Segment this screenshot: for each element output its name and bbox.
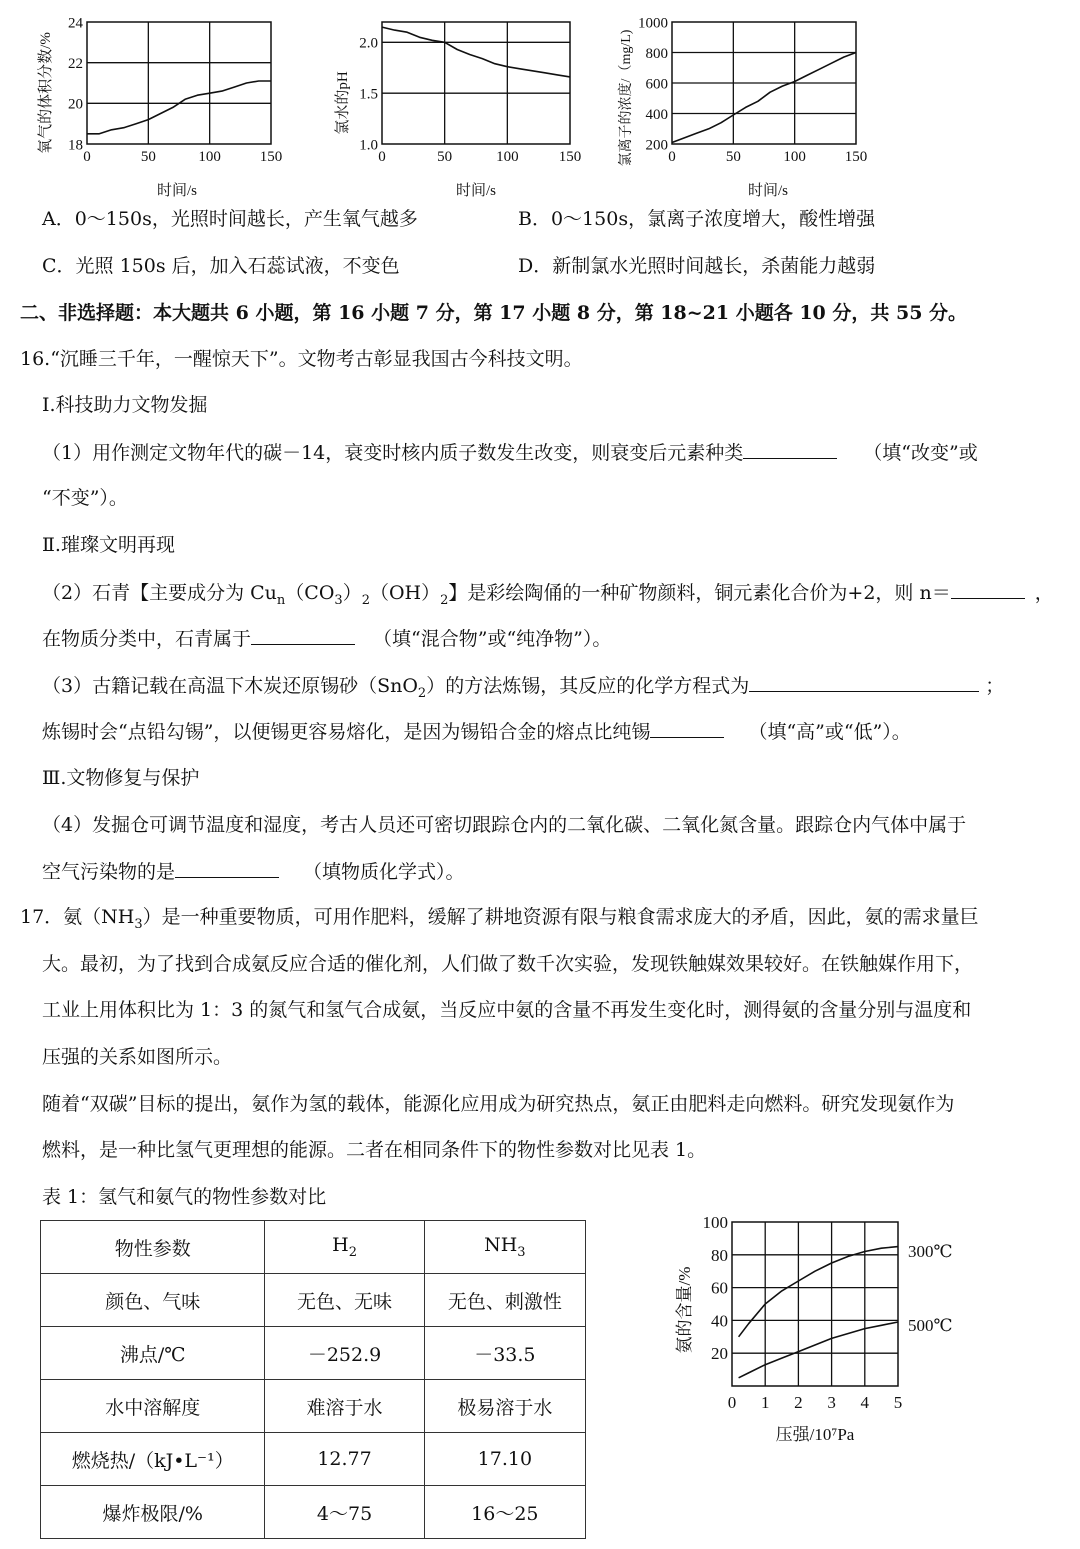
chart-ammonia-ylabel: 氨的含量/%: [675, 1266, 694, 1354]
table-cell: 爆炸极限/%: [41, 1486, 265, 1539]
q17-line1: [20, 905, 979, 937]
y-tick-label: 22: [68, 55, 83, 72]
q17-text1: 17．氨（NH: [20, 906, 135, 928]
series-line-0: [739, 1247, 898, 1337]
q16-2-text6: 在物质分类中，石青属于: [42, 628, 252, 650]
option-d: D．新制氯水光照时间越长，杀菌能力越弱: [518, 255, 876, 277]
series-label-300: 300℃: [908, 1242, 953, 1261]
x-tick-label: 4: [860, 1393, 870, 1412]
property-table: [40, 1220, 586, 1539]
q16-4-line2: [42, 859, 465, 884]
chart-ph: [330, 8, 590, 203]
table-header-param: 物性参数: [41, 1221, 265, 1274]
y-tick-label: 200: [645, 137, 668, 154]
y-tick-label: 60: [711, 1278, 728, 1298]
q16-3-text3: 炼锡时会“点铅勾锡”，以便锡更容易熔化，是因为锡铅合金的熔点比纯锡: [42, 721, 651, 743]
table-cell: 12.77: [265, 1433, 424, 1486]
table-caption: 表 1：氢气和氨气的物性参数对比: [42, 1186, 327, 1208]
y-tick-label: 800: [645, 45, 668, 62]
q16-4-hint: （填物质化学式）。: [303, 861, 465, 883]
h2-sub: 2: [348, 1244, 357, 1260]
q16-2-sub-n: n: [276, 592, 286, 608]
q17-line4: 压强的关系如图所示。: [42, 1046, 233, 1068]
chart-ammonia: [660, 1205, 980, 1455]
q16-part2-heading: Ⅱ.璀璨文明再现: [42, 534, 175, 556]
table-cell: 极易溶于水: [424, 1380, 585, 1433]
y-tick-label: 20: [68, 96, 83, 113]
x-tick-label: 150: [259, 149, 283, 165]
q16-2-text1: （2）石青【主要成分为 Cu: [42, 582, 277, 604]
q16-4-line1: （4）发掘仓可调节温度和湿度，考古人员还可密切跟踪仓内的二氧化碳、二氧化氮含量。跟踪仓内气体中属于: [42, 814, 967, 836]
q16-2-line1: [42, 580, 1054, 613]
q16-3-line1: [42, 673, 1004, 706]
q16-1-hint: （填“改变”或: [863, 442, 978, 464]
answer-blank-3[interactable]: [251, 626, 355, 645]
y-tick-label: 1.0: [359, 137, 378, 154]
chart-ammonia-xlabel: 压强/10⁷Pa: [775, 1425, 855, 1444]
q16-2-hint: （填“混合物”或“纯净物”）。: [373, 628, 612, 650]
y-tick-label: 24: [68, 15, 83, 32]
table-header-nh3: [424, 1221, 585, 1274]
y-tick-label: 20: [711, 1344, 728, 1364]
table-cell: 4～75: [265, 1486, 424, 1539]
nh3-sub: 3: [517, 1244, 526, 1260]
x-tick-label: 150: [558, 149, 582, 165]
series-label-500: 500℃: [908, 1316, 953, 1335]
table-cell: 水中溶解度: [41, 1380, 265, 1433]
q16-1-line2: “不变”）。: [42, 487, 128, 509]
table-cell: 无色、刺激性: [424, 1274, 585, 1327]
q16-2-sub-2a: 2: [361, 592, 370, 608]
chart-chloride: [610, 8, 880, 203]
x-tick-label: 1: [760, 1393, 770, 1412]
q16-2-text4: （OH）: [369, 582, 441, 604]
y-tick-label: 600: [645, 76, 668, 93]
q17-sub-3: 3: [134, 916, 143, 932]
section-heading: 二、非选择题：本大题共 6 小题，第 16 小题 7 分，第 17 小题 8 分，第 18~21 小题各 10 分，共 55 分。: [20, 302, 968, 324]
series-line-0: [672, 53, 856, 143]
option-c: C．光照 150s 后，加入石蕊试液，不变色: [42, 255, 400, 277]
table-row: [41, 1486, 586, 1539]
table-cell: 无色、无味: [265, 1274, 424, 1327]
x-tick-label: 0: [727, 1393, 737, 1412]
x-tick-label: 50: [437, 149, 453, 165]
x-tick-label: 100: [783, 149, 806, 165]
q16-2-text3: ）: [342, 582, 362, 604]
h2-main: H: [332, 1234, 349, 1257]
table-header-h2: [265, 1221, 424, 1274]
answer-blank-2[interactable]: [951, 580, 1025, 599]
table-header-row: [41, 1221, 586, 1274]
q16-4-text: 空气污染物的是: [42, 861, 176, 883]
plot-frame: [732, 1222, 898, 1386]
table-row: [41, 1327, 586, 1380]
q16-2-sub-2b: 2: [440, 592, 449, 608]
table-cell: 17.10: [424, 1433, 585, 1486]
x-tick-label: 100: [496, 149, 519, 165]
q16-2-sub-3: 3: [334, 592, 343, 608]
x-tick-label: 50: [140, 149, 156, 165]
x-tick-label: 150: [844, 149, 868, 165]
chart-oxygen-ylabel: 氧气的体积分数/%: [38, 32, 54, 154]
option-a: A．0～150s，光照时间越长，产生氧气越多: [42, 208, 418, 230]
q17-text2: ）是一种重要物质，可用作肥料，缓解了耕地资源有限与粮食需求庞大的矛盾，因此，氨的需求量巨: [142, 906, 979, 928]
chart-ph-ylabel: 氯水的pH: [335, 71, 351, 135]
y-tick-label: 40: [711, 1311, 728, 1331]
y-tick-label: 2.0: [359, 35, 378, 52]
table-cell: 难溶于水: [265, 1380, 424, 1433]
x-tick-label: 0: [668, 149, 676, 165]
table-row: [41, 1433, 586, 1486]
x-tick-label: 5: [893, 1393, 903, 1412]
chart-chloride-ylabel: 氯离子的浓度/（mg/L): [619, 29, 634, 167]
x-tick-label: 0: [378, 149, 386, 165]
q16-2-comma: ，: [1034, 582, 1054, 604]
q17-line3: 工业上用体积比为 1：3 的氮气和氢气合成氨，当反应中氨的含量不再发生变化时，测得氨的含量分别与温度和: [42, 999, 972, 1021]
series-line-0: [382, 27, 570, 77]
q17-line5: 随着“双碳”目标的提出，氨作为氢的载体，能源化应用成为研究热点，氨正由肥料走向燃料。研究发现氨作为: [42, 1093, 955, 1115]
y-tick-label: 1000: [638, 15, 668, 32]
q16-1-text: （1）用作测定文物年代的碳－14，衰变时核内质子数发生改变，则衰变后元素种类: [42, 442, 744, 464]
y-tick-label: 80: [711, 1245, 728, 1265]
q16-3-sub-2: 2: [417, 685, 427, 701]
q16-3-semicolon: ；: [985, 675, 1005, 697]
table-cell: 沸点/℃: [41, 1327, 265, 1380]
q16-3-text2: ）的方法炼锡，其反应的化学方程式为: [426, 675, 750, 697]
q16-2-text5: 】是彩绘陶俑的一种矿物颜料，铜元素化合价为+2，则 n＝: [448, 582, 951, 604]
q16-intro: 16.“沉睡三千年，一醒惊天下”。文物考古彰显我国古今科技文明。: [20, 348, 583, 370]
q16-2-line2: [42, 626, 611, 651]
x-tick-label: 100: [198, 149, 221, 165]
q16-2-text2: （CO: [285, 582, 335, 604]
chart-chloride-xlabel: 时间/s: [747, 183, 789, 199]
q16-1-line1: [42, 440, 978, 465]
answer-blank-1[interactable]: [743, 440, 837, 459]
table-cell: 燃烧热/（kJ•L⁻¹）: [41, 1433, 265, 1486]
series-line-0: [87, 81, 271, 134]
q16-3-hint: （填“高”或“低”）。: [748, 721, 911, 743]
q16-part3-heading: Ⅲ.文物修复与保护: [42, 767, 200, 789]
y-tick-label: 18: [68, 137, 83, 154]
q16-3-text1: （3）古籍记载在高温下木炭还原锡砂（SnO: [42, 675, 418, 697]
chart-oxygen: [30, 8, 300, 203]
x-tick-label: 0: [83, 149, 91, 165]
nh3-main: NH: [484, 1234, 518, 1257]
y-tick-label: 100: [702, 1212, 728, 1232]
x-tick-label: 2: [794, 1393, 803, 1412]
x-tick-label: 50: [725, 149, 741, 165]
y-tick-label: 400: [645, 106, 668, 123]
answer-blank-5[interactable]: [650, 719, 724, 738]
plot-frame: [382, 22, 570, 144]
answer-blank-4[interactable]: [749, 673, 979, 692]
table-row: [41, 1274, 586, 1327]
answer-blank-6[interactable]: [175, 859, 279, 878]
q17-line2: 大。最初，为了找到合成氨反应合适的催化剂，人们做了数千次实验，发现铁触媒效果较好。在铁触媒作用下，: [42, 953, 974, 975]
plot-frame: [87, 22, 271, 144]
chart-ph-xlabel: 时间/s: [455, 183, 497, 199]
q17-line6: 燃料，是一种比氢气更理想的能源。二者在相同条件下的物性参数对比见表 1。: [42, 1139, 707, 1161]
q16-part1-heading: Ⅰ.科技助力文物发掘: [42, 394, 208, 416]
table-cell: －33.5: [424, 1327, 585, 1380]
chart-oxygen-xlabel: 时间/s: [156, 183, 198, 199]
q16-3-line2: [42, 719, 911, 744]
table-cell: 16～25: [424, 1486, 585, 1539]
option-b: B．0～150s，氯离子浓度增大，酸性增强: [518, 208, 876, 230]
series-line-1: [739, 1322, 898, 1378]
x-tick-label: 3: [827, 1393, 836, 1412]
table-cell: 颜色、气味: [41, 1274, 265, 1327]
table-cell: －252.9: [265, 1327, 424, 1380]
table-row: [41, 1380, 586, 1433]
y-tick-label: 1.5: [359, 86, 378, 103]
